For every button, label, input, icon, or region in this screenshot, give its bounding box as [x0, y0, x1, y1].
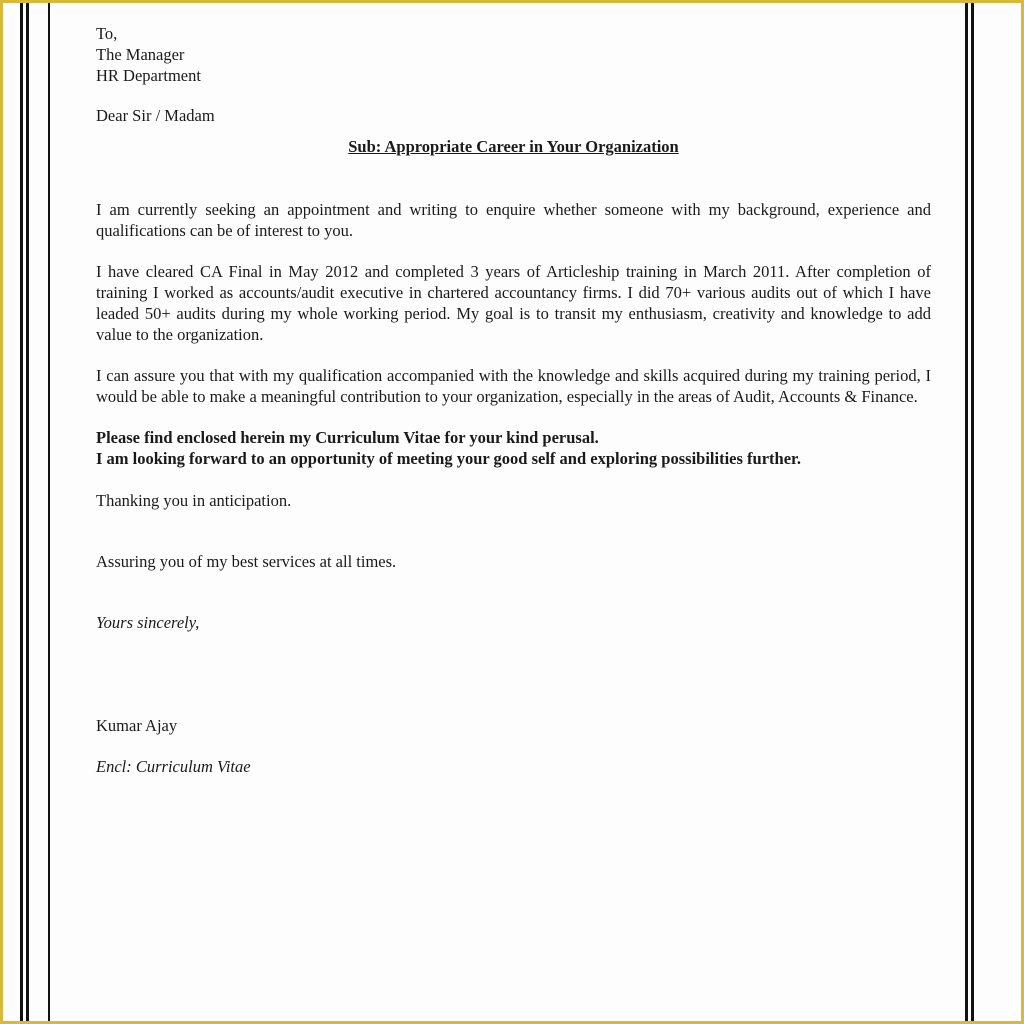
- left-border-rule-inner: [26, 3, 29, 1021]
- looking-forward-line: I am looking forward to an opportunity of meeting your good self and exploring possibilities further.: [96, 449, 801, 468]
- recipient-line-title: The Manager: [96, 45, 185, 64]
- page-frame: [3, 3, 1021, 1021]
- right-border-rule-outer: [971, 3, 974, 1021]
- enclosure-statement: [96, 427, 931, 469]
- subject-line: Sub: Appropriate Career in Your Organization: [348, 137, 679, 156]
- paragraph-experience: I have cleared CA Final in May 2012 and completed 3 years of Articleship training in March 2011. After completion of training I worked as accounts/audit executive in chartered accountancy firms. I did 70+ various audits out of which I have leaded 50+ audits during my whole working period. My goal is to transit my enthusiasm, creativity and knowledge to add value to the organization.: [96, 262, 931, 344]
- salutation: Dear Sir / Madam: [96, 106, 215, 125]
- recipient-line-department: HR Department: [96, 66, 201, 85]
- right-border-rule-inner: [965, 3, 968, 1021]
- enclosure-line: Please find enclosed herein my Curriculum Vitae for your kind perusal.: [96, 428, 599, 447]
- signer-name: Kumar Ajay: [96, 716, 178, 735]
- left-border-rule-third: [48, 3, 50, 1021]
- thanks-line: Thanking you in anticipation.: [96, 491, 292, 510]
- enclosure-note: Encl: Curriculum Vitae: [96, 757, 251, 776]
- letter-body: [96, 23, 931, 777]
- recipient-address: [96, 23, 931, 86]
- closing-line: Yours sincerely,: [96, 613, 200, 632]
- assurance-line: Assuring you of my best services at all times.: [96, 552, 397, 571]
- paragraph-intro: I am currently seeking an appointment and writing to enquire whether someone with my background, experience and qualifications can be of interest to you.: [96, 200, 931, 240]
- recipient-line-to: To,: [96, 24, 118, 43]
- paragraph-assurance: I can assure you that with my qualification accompanied with the knowledge and skills acquired during my training period, I would be able to make a meaningful contribution to your organization, especially in the areas of Audit, Accounts & Finance.: [96, 366, 931, 406]
- left-border-rule-outer: [20, 3, 23, 1021]
